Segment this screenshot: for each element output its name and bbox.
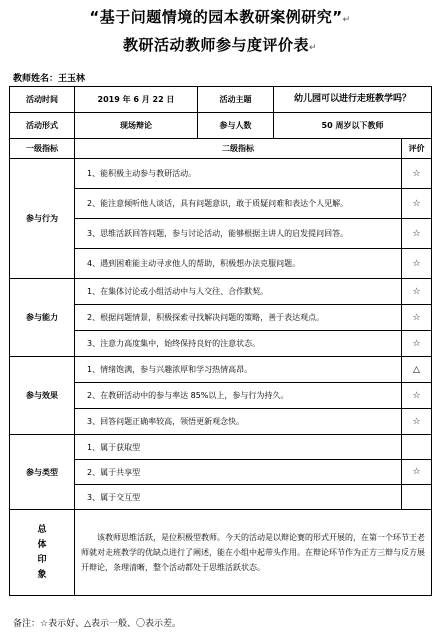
document-title: “基于问题情境的园本教研案例研究”↵ — [89, 8, 351, 26]
rating-mark: ☆ — [402, 249, 432, 279]
criterion-text: 2、能注意倾听他人谈话，具有问题意识，敢于质疑问难和表达个人见解。 — [75, 189, 402, 219]
rating-mark: ☆ — [402, 383, 432, 409]
level2-header: 二级指标 — [75, 139, 402, 159]
rating-mark: ☆ — [402, 219, 432, 249]
teacher-label: 教师姓名： — [13, 74, 59, 84]
criterion-text: 1、在集体讨论或小组活动中与人交往、合作默契。 — [75, 279, 402, 305]
info-row-form — [10, 113, 432, 139]
criterion-text: 1、属于获取型 — [75, 435, 402, 460]
criterion-text: 1、能积极主动参与教研活动。 — [75, 159, 402, 189]
table-row — [10, 435, 432, 460]
criterion-text: 1、情绪饱满，参与兴趣浓厚和学习热情高昂。 — [75, 357, 402, 383]
time-value: 2019 年 6 月 22 日 — [75, 87, 198, 113]
time-label: 活动时间 — [10, 87, 75, 113]
rating-mark — [402, 485, 432, 510]
rating-mark: ☆ — [402, 189, 432, 219]
rating-mark — [402, 435, 432, 460]
rating-mark: ☆ — [402, 159, 432, 189]
criterion-text: 3、属于交互型 — [75, 485, 402, 510]
rating-mark: ☆ — [402, 331, 432, 357]
summary-label: 总 体 印 象 — [10, 510, 75, 596]
section-name: 参与能力 — [10, 279, 75, 357]
rating-mark: ☆ — [402, 305, 432, 331]
form-value: 现场辩论 — [75, 113, 198, 139]
teacher-name: 王玉林 — [58, 74, 86, 84]
info-row-time — [10, 87, 432, 113]
criterion-text: 3、注意力高度集中，始终保持良好的注意状态。 — [75, 331, 402, 357]
level1-header: 一级指标 — [10, 139, 75, 159]
criterion-text: 4、遇到困难能主动寻求他人的帮助，积极想办法克服问题。 — [75, 249, 402, 279]
column-header-row — [10, 139, 432, 159]
criterion-text: 2、根据问题情景，积极探索寻找解决问题的策略，善于表达观点。 — [75, 305, 402, 331]
section-name: 参与效果 — [10, 357, 75, 435]
criterion-text: 3、思维活跃回答问题，参与讨论活动，能够根据主讲人的启发提问回答。 — [75, 219, 402, 249]
summary-row — [10, 510, 432, 596]
count-value: 50 周岁以下教师 — [274, 113, 432, 139]
section-name: 参与行为 — [10, 159, 75, 279]
table-row — [10, 159, 432, 189]
teacher-name-line — [13, 71, 85, 84]
table-row — [10, 279, 432, 305]
document-subtitle: 教研活动教师参与度评价表↵ — [122, 36, 318, 54]
rating-mark: ☆ — [402, 279, 432, 305]
topic-label: 活动主题 — [198, 87, 274, 113]
topic-value: 幼儿园可以进行走班教学吗？ — [274, 87, 432, 113]
evaluation-table — [9, 86, 432, 596]
rating-mark: △ — [402, 357, 432, 383]
rating-mark: ☆ — [402, 409, 432, 435]
form-label: 活动形式 — [10, 113, 75, 139]
legend-note: 备注：☆表示好、△表示一般、〇表示差。 — [13, 619, 181, 629]
table-row — [10, 357, 432, 383]
criterion-text: 2、在教研活动中的参与率达 85%以上，参与行为持久。 — [75, 383, 402, 409]
count-label: 参与人数 — [198, 113, 274, 139]
criterion-text: 2、属于共享型 — [75, 460, 402, 485]
summary-text: 该教师思维活跃，是位积极型教师。今天的活动是以辩论赛的形式开展的，在第一个环节王老师就对走班教学的优缺点进行了阐述，能在小组中起带头作用。在辩论环节作为正方三辩与反方展开辩论，条理清晰，整个活动都处于思维活跃状态。 — [75, 510, 432, 596]
criterion-text: 3、回答问题正确率较高，领悟更新观念快。 — [75, 409, 402, 435]
rating-mark: ☆ — [402, 460, 432, 485]
section-name: 参与类型 — [10, 435, 75, 510]
rating-header: 评价 — [402, 139, 432, 159]
